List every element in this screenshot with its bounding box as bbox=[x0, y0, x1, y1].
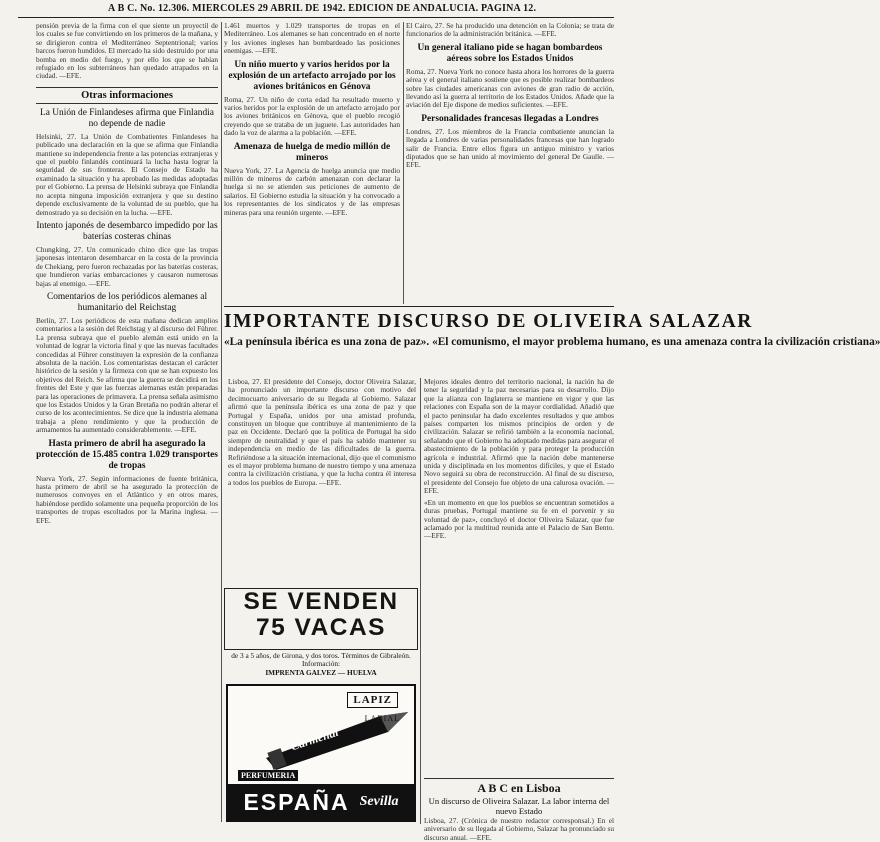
column-1 bbox=[36, 22, 218, 822]
ad-contact: IMPRENTA GALVEZ — HUELVA bbox=[265, 667, 377, 677]
article-text: Roma, 27. Nueva York no conoce hasta ahora los horrores de la guerra aérea y el general italiano sostiene que es posible realizar bombardeos sobre las ciudades americanas con aviones de gran radio de acción, llevando así la guerra al territorio de los Estados Unidos. Añade que la aviación del Eje dispone de medios suficientes. —EFE. bbox=[406, 66, 614, 110]
headline: Un discurso de Oliveira Salazar. La labor interna del nuevo Estado bbox=[428, 796, 610, 816]
script-logo: Carmenal bbox=[288, 724, 341, 754]
article-text: Lisboa, 27. El presidente del Consejo, doctor Oliveira Salazar, ha pronunciado un importante discurso con motivo del decimocuarto aniversario de su llegada al Gobierno. Salazar afirmó que la península ibérica es una zona de paz y que Portugal y España, unidos por una amistad profunda, constituyen un bloque que contribuye al mantenimiento de la paz en Occidente. Declaró que la política de Portugal ha sido siempre de neutralidad y que el país ha sabido mantener su independencia en medio de las dificultades de la guerra. Refiriéndose a la situación internacional, dijo que el comunismo es el mayor problema humano de nuestro tiempo y una amenaza contra la civilización cristiana, y que la lucha contra él interesa a todos los pueblos de Europa. —EFE. bbox=[228, 377, 416, 487]
article-text: «En un momento en que los pueblos se encuentran sometidos a duras pruebas, Portugal mantiene su fe en el porvenir y su voluntad de paz», concluyó el doctor Oliveira Salazar, que fue aclamado por la multitud reunida ante el Palacio de San Bento. —EFE. bbox=[424, 497, 614, 541]
section-title: Otras informaciones bbox=[36, 87, 218, 104]
article-text: Berlín, 27. Los periódicos de esta mañana dedican amplios comentarios a la sesión del Reichstag y al discurso del Führer. La prensa subraya que el pueblo alemán está unido en la voluntad de lograr la victoria final y que las nuevas facultades concedidas al Führer constituyen la expresión de la confianza absoluta de la nación. Los comentaristas destacan el carácter histórico de la sesión y la firmeza con que se han expuesto los objetivos del Reich. Se afirma que la guerra se decidirá en los frentes del Este y que las fuerzas alemanas están preparadas para las operaciones de primavera. La prensa señala asimismo que los Estados Unidos y la Gran Bretaña no podrán alterar el curso de los acontecimientos. Se dice que la industria alemana trabaja a pleno rendimiento y que la producción de armamentos ha aumentado considerablemente. —EFE. bbox=[36, 315, 218, 435]
headline: Intento japonés de desembarco impedido por las baterías costeras chinas bbox=[36, 220, 218, 242]
ad-bottom-bar bbox=[228, 784, 414, 820]
column-4 bbox=[228, 378, 416, 586]
column-rule bbox=[420, 378, 421, 824]
headline: Un niño muerto y varios heridos por la explosión de un artefacto arrojado por los aviones británicos en Génova bbox=[228, 59, 396, 92]
headline: Comentarios de los periódicos alemanes al humanitario del Reichstag bbox=[46, 291, 208, 313]
section-title: A B C en Lisboa bbox=[424, 778, 614, 796]
article-text: Nueva York, 27. La Agencia de huelga anuncia que medio millón de mineros de carbón amenazan con declarar la huelga si no se atienden sus peticiones de aumento de salarios. El Gobierno estudia la situación y ha convocado a los representantes de los sindicatos y de las empresas mineras para una reunión urgente. —EFE. bbox=[224, 165, 400, 217]
lipstick-ad bbox=[226, 684, 416, 822]
headline: La Unión de Finlandeses afirma que Finlandia no depende de nadie bbox=[40, 107, 214, 129]
column-rule bbox=[403, 22, 404, 304]
column-5 bbox=[424, 378, 614, 776]
column-2 bbox=[224, 22, 400, 304]
salazar-banner bbox=[224, 306, 880, 349]
article-text: Roma, 27. Un niño de corta edad ha resultado muerto y varios heridos por la explosión de un artefacto arrojado por los aviones británicos en Génova, que el pueblo recogió creyendo que se trataba de un juguete. Las autoridades han dado la voz de alarma a la población. —EFE. bbox=[224, 94, 400, 138]
article-text: Lisboa, 27. (Crónica de nuestro redactor corresponsal.) En el aniversario de su llegada al Gobierno, Salazar ha pronunciado su discurso anual. —EFE. bbox=[424, 816, 614, 842]
banner-subtitle: «La península ibérica es una zona de paz». «El comunismo, el mayor problema humano, es una amenaza contra la civilización cristiana» bbox=[224, 336, 880, 348]
article-text: Nueva York, 27. Según informaciones de fuente británica, hasta primero de abril se ha asegurado la protección de numerosos convoyes en el Atlántico y en otros mares, habiéndose perdido solamente una pequeña proporción de los transportes de tropas escoltados por la Marina inglesa. —EFE. bbox=[36, 473, 218, 525]
article-text: Helsinki, 27. La Unión de Combatientes Finlandeses ha publicado una declaración en la que se afirma que Finlandia mantiene su independencia frente a las potencias extranjeras y que el pueblo finlandés continuará la lucha hasta lograr la seguridad de sus fronteras. El Consejo de Estado ha examinado la situación y ha aprobado las medidas adoptadas por el Gobierno. La prensa de Helsinki subraya que Finlandia no acepta ninguna imposición extranjera y que su destino depende exclusivamente de la voluntad de su pueblo, que ha demostrado ya su decisión en la lucha. —EFE. bbox=[36, 131, 218, 217]
perfume-tag: PERFUMERIA bbox=[238, 770, 298, 781]
brand-subtitle: LABIAL bbox=[364, 714, 400, 723]
cows-ad bbox=[224, 588, 418, 650]
headline: Hasta primero de abril ha asegurado la protección de 15.485 contra 1.029 transportes de tropas bbox=[36, 438, 218, 471]
masthead: A B C. No. 12.306. MIERCOLES 29 ABRIL DE 1942. EDICION DE ANDALUCIA. PAGINA 12. bbox=[18, 3, 614, 18]
headline: Personalidades francesas llegadas a Londres bbox=[421, 113, 599, 124]
headline: Amenaza de huelga de medio millón de mineros bbox=[233, 141, 391, 163]
column-rule bbox=[221, 22, 222, 822]
article-text: pensión previa de la firma con el que siente un proyectil de los cuales se fue convirtiendo en los primeros de la mañana, y se dirigieron contra el Mediterráneo Septentrional; varios barcos fueron hundidos. El mercado ha sido destruido por una bomba en medio del fuego, y por ello los que se habían refugiado en los subterráneos han quedado atrapados en la ciudad. —EFE. bbox=[36, 21, 218, 81]
ad-headline: SE VENDEN bbox=[243, 588, 399, 615]
ad-details: de 3 a 5 años, de Girona, y dos toros. Términos de Gibraleón. Información: bbox=[231, 651, 411, 669]
article-text: 1.461 muertos y 1.029 transportes de tropas en el Mediterráneo. Los alemanes se han concentrado en el norte y los aviones ingleses han bombardeado las posiciones enemigas. —EFE. bbox=[224, 21, 400, 56]
cows-ad-details bbox=[224, 652, 418, 677]
city-name: Sevilla bbox=[359, 794, 399, 809]
brand-name: LAPIZ bbox=[347, 692, 398, 708]
article-text: Chungking, 27. Un comunicado chino dice que las tropas japonesas intentaron desembarcar en la costa de la provincia de Chekiang, pero fueron rechazadas por las baterías costeras, que hundieron varias embarcaciones y causaron numerosas bajas al enemigo. —EFE. bbox=[36, 244, 218, 288]
column-3 bbox=[406, 22, 614, 304]
country-name: ESPAÑA bbox=[243, 788, 350, 815]
banner-title: IMPORTANTE DISCURSO DE OLIVEIRA SALAZAR bbox=[224, 311, 753, 332]
headline: Un general italiano pide se hagan bombardeos aéreos sobre los Estados Unidos bbox=[417, 42, 603, 64]
article-text: Londres, 27. Los miembros de la Francia combatiente anuncian la llegada a Londres de varias personalidades francesas que han logrado salir de Francia. Entre ellos figura un antiguo ministro y varios diputados que se han unido al movimiento del general De Gaulle. —EFE. bbox=[406, 126, 614, 170]
article-text: El Cairo, 27. Se ha producido una detención en la Colonia; se trata de funcionarios de la administración británica. —EFE. bbox=[406, 21, 614, 39]
article-text: Mejores ideales dentro del territorio nacional, la nación ha de tener la seguridad y la paz necesarias para su desarrollo. Dijo que la alianza con Inglaterra se mantiene en vigor y que las relaciones con España son de la mayor cordialidad. Añadió que el pacto peninsular ha dado excelentes resultados y que ambos países comparten los mismos principios de orden y de civilización. Salazar se refirió también a la economía nacional, señalando que el Gobierno ha adoptado medidas para asegurar el abastecimiento de la población y para proteger la producción agrícola e industrial. Afirmó que la nación debe mantenerse unida y disciplinada en los momentos difíciles, y que el Estado Novo seguirá su obra de reconstrucción. Al final de su discurso, el presidente del Consejo fue objeto de una calurosa ovación. —EFE. bbox=[424, 377, 614, 496]
abc-lisboa bbox=[424, 778, 614, 842]
ad-headline: 75 VACAS bbox=[255, 614, 386, 641]
